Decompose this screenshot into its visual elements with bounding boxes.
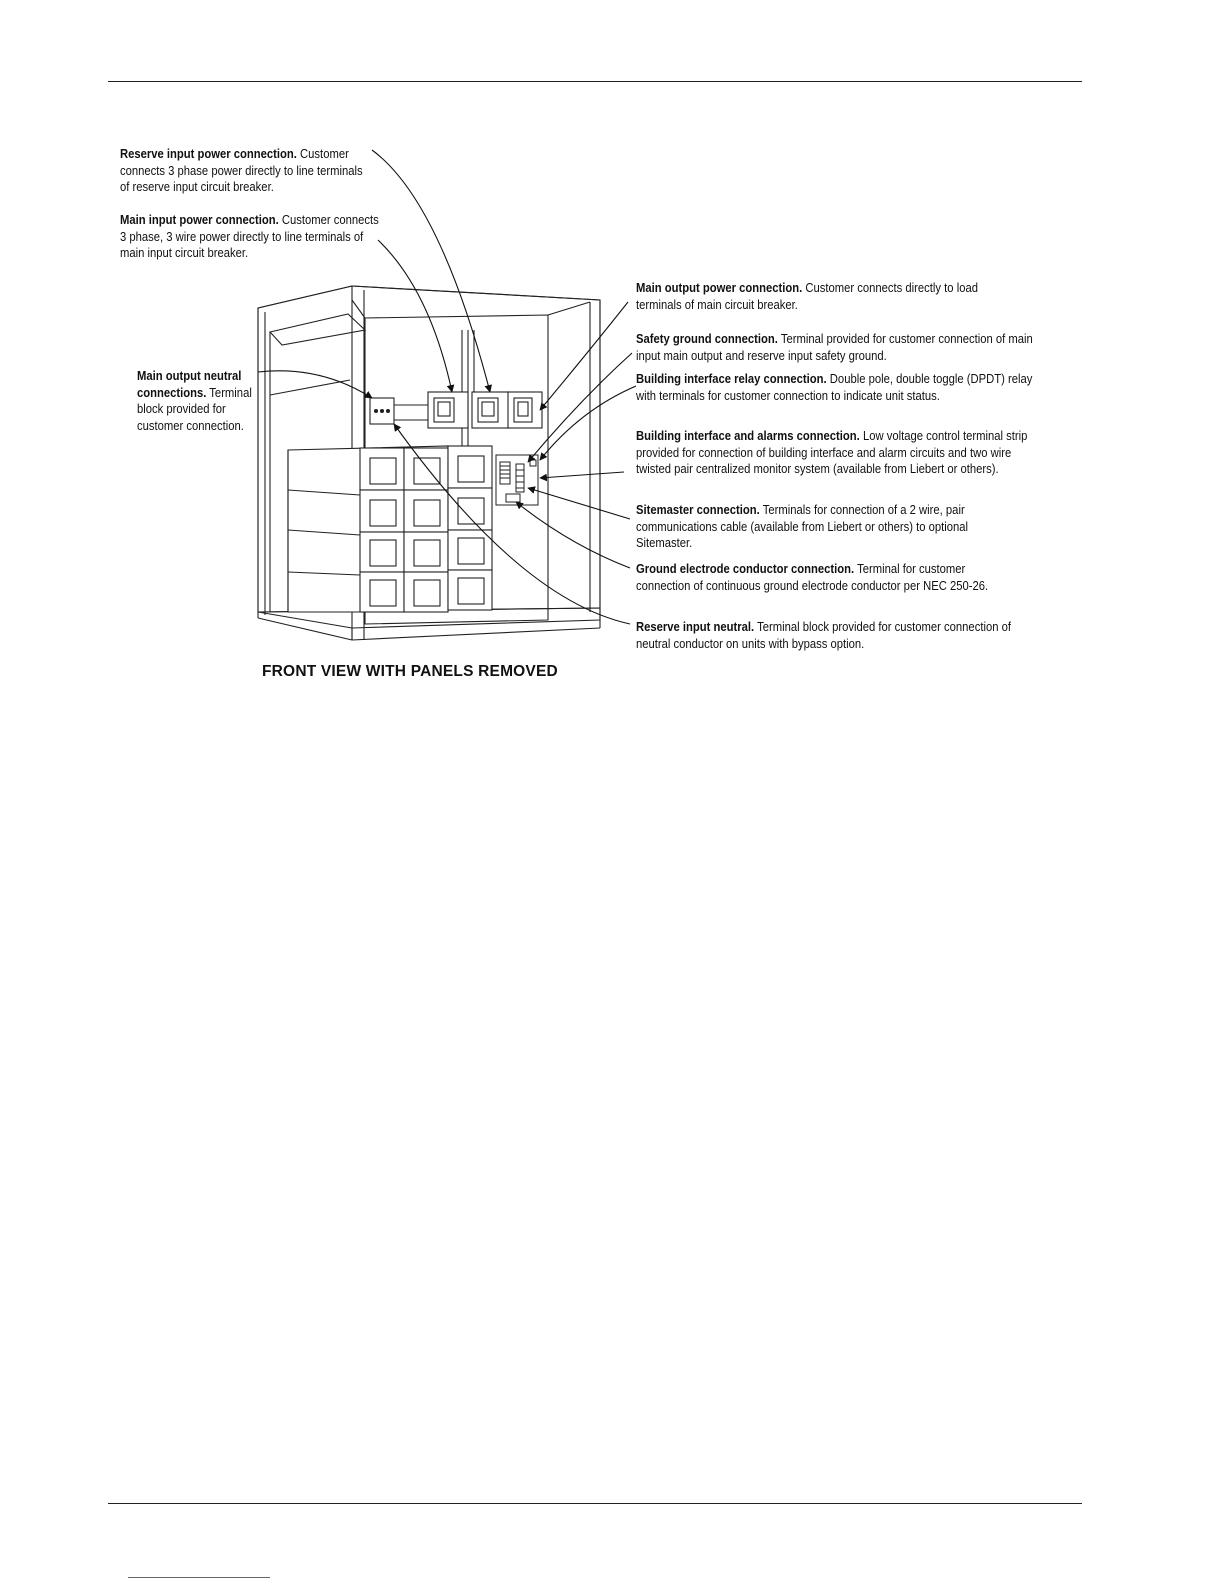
leader-main-input-power: [378, 240, 452, 392]
callout-text: Low voltage control terminal strip provided for connection of building interface and alarm circuits and two wire twisted pair centralized monitor system (available from Liebert or others).: [636, 429, 1028, 476]
leader-reserve-input-power: [372, 150, 490, 392]
circuit-breakers: [428, 392, 542, 428]
callout-title: Reserve input power connection.: [120, 147, 297, 161]
callout-title: Ground electrode conductor connection.: [636, 562, 855, 576]
callout-text: Terminal for customer connection of continuous ground electrode conductor per NEC 250-26.: [636, 562, 989, 593]
leader-safety-ground: [528, 353, 632, 462]
callout-text: Terminal block provided for customer connection.: [137, 385, 252, 433]
callout-title: Main input power connection.: [120, 213, 279, 227]
leader-ground-electrode: [516, 502, 630, 568]
callout-title: Sitemaster connection.: [636, 503, 760, 517]
callout-text: Terminals for connection of a 2 wire, pair communications cable (available from Liebert or others) to optional Sitemaster.: [636, 503, 969, 550]
callout-title: Main output power connection.: [636, 281, 803, 295]
terminal-strips: [496, 455, 538, 505]
leader-sitemaster: [528, 488, 630, 519]
footer-rule: [108, 1503, 1082, 1504]
callout-text: Double pole, double toggle (DPDT) relay with terminals for customer connection to indicate unit status.: [636, 372, 1033, 403]
callout-title: Building interface relay connection.: [636, 372, 827, 386]
callout-title: Reserve input neutral.: [636, 620, 755, 634]
figure-caption: FRONT VIEW WITH PANELS REMOVED: [262, 663, 558, 680]
callout-text: Customer connects 3 phase, 3 wire power directly to line terminals of main input circuit breaker.: [120, 213, 379, 260]
callout-title: Safety ground connection.: [636, 332, 778, 346]
module-stack: [288, 446, 492, 612]
callout-text: Customer connects directly to load terminals of main circuit breaker.: [636, 281, 978, 312]
callout-title: Main output neutral connections.: [137, 369, 242, 400]
neutral-terminal-block: [370, 398, 394, 424]
leader-main-output-power: [540, 302, 628, 410]
callout-text: Terminal block provided for customer connection of neutral conductor on units with bypass option.: [636, 620, 1011, 651]
leader-building-interface-alarms: [540, 472, 624, 478]
ups-cabinet-front-view: [0, 0, 1225, 700]
callout-title: Building interface and alarms connection.: [636, 429, 860, 443]
callout-text: Terminal provided for customer connection of main input main output and reserve input safety ground.: [636, 332, 1033, 363]
leader-building-interface-relay: [540, 386, 636, 460]
callout-text: Customer connects 3 phase power directly to line terminals of reserve input circuit breaker.: [120, 147, 363, 194]
footer-link-underline[interactable]: [128, 1577, 270, 1578]
